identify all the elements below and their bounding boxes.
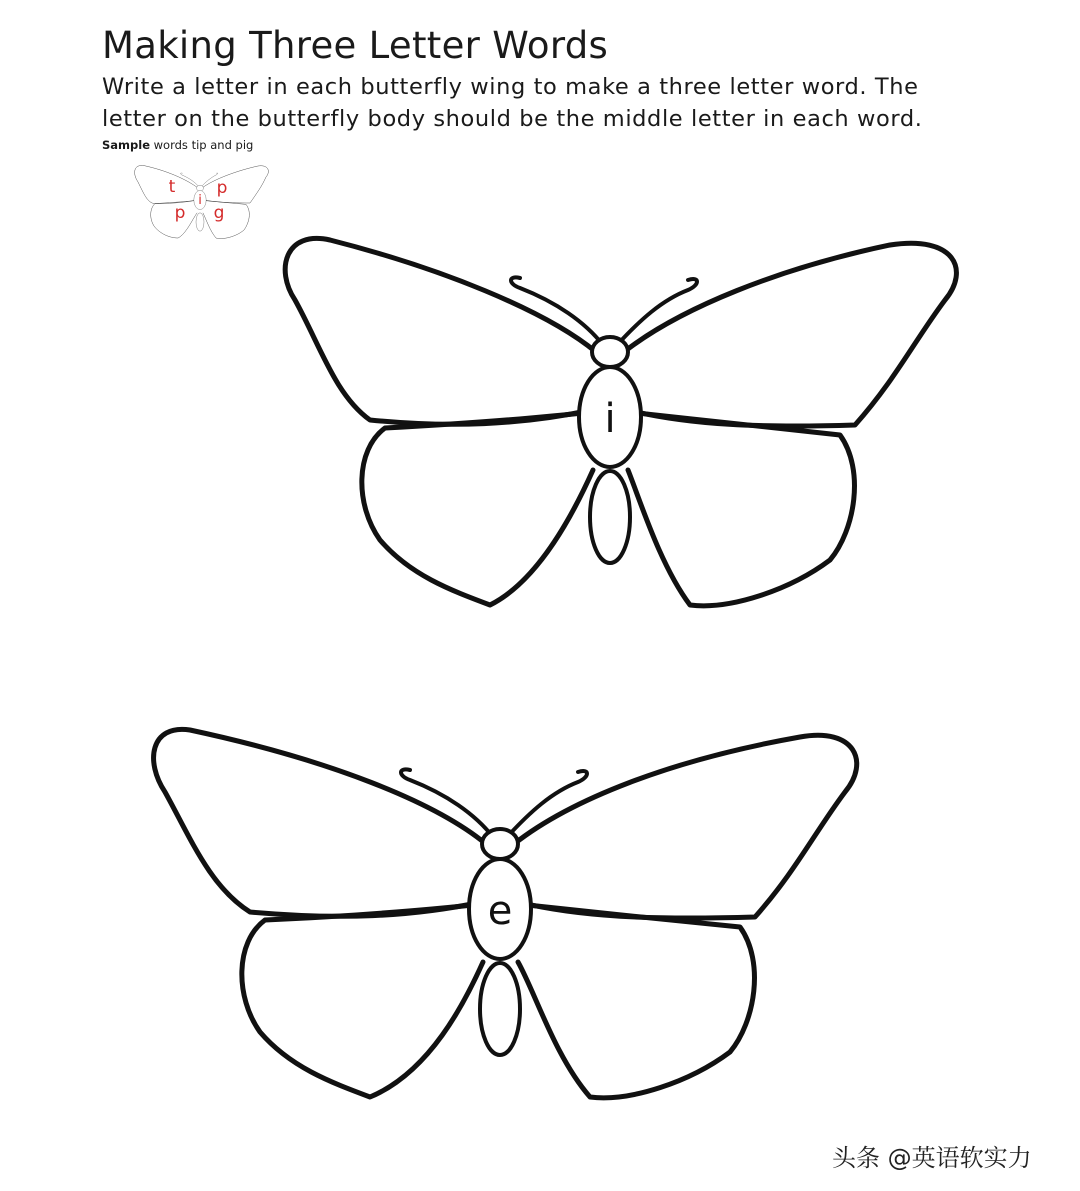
watermark: 头条 @英语软实力 bbox=[832, 1144, 1032, 1172]
sample-letter-top-left: t bbox=[168, 177, 176, 197]
sample-letter-bottom-left: p bbox=[174, 203, 186, 223]
instructions-line-1: Write a letter in each butterfly wing to make a three letter word. The bbox=[102, 74, 919, 100]
sample-letter-body: i bbox=[198, 193, 202, 208]
worksheet-title: Making Three Letter Words bbox=[102, 24, 609, 67]
wing-top-left-2[interactable] bbox=[154, 729, 486, 916]
wing-bottom-left-2[interactable] bbox=[242, 904, 483, 1097]
sample-letter-top-right: p bbox=[216, 178, 228, 198]
body-letter-2: e bbox=[487, 888, 513, 934]
instructions-line-2: letter on the butterfly body should be the middle letter in each word. bbox=[102, 106, 923, 132]
wing-top-right-2[interactable] bbox=[514, 735, 857, 918]
sample-label: Sample bbox=[102, 138, 150, 152]
sample-letter-bottom-right: g bbox=[213, 203, 225, 223]
wing-bottom-right-2[interactable] bbox=[518, 904, 754, 1098]
sample-text: words tip and pig bbox=[150, 138, 254, 152]
body-letter-1: i bbox=[604, 396, 616, 442]
